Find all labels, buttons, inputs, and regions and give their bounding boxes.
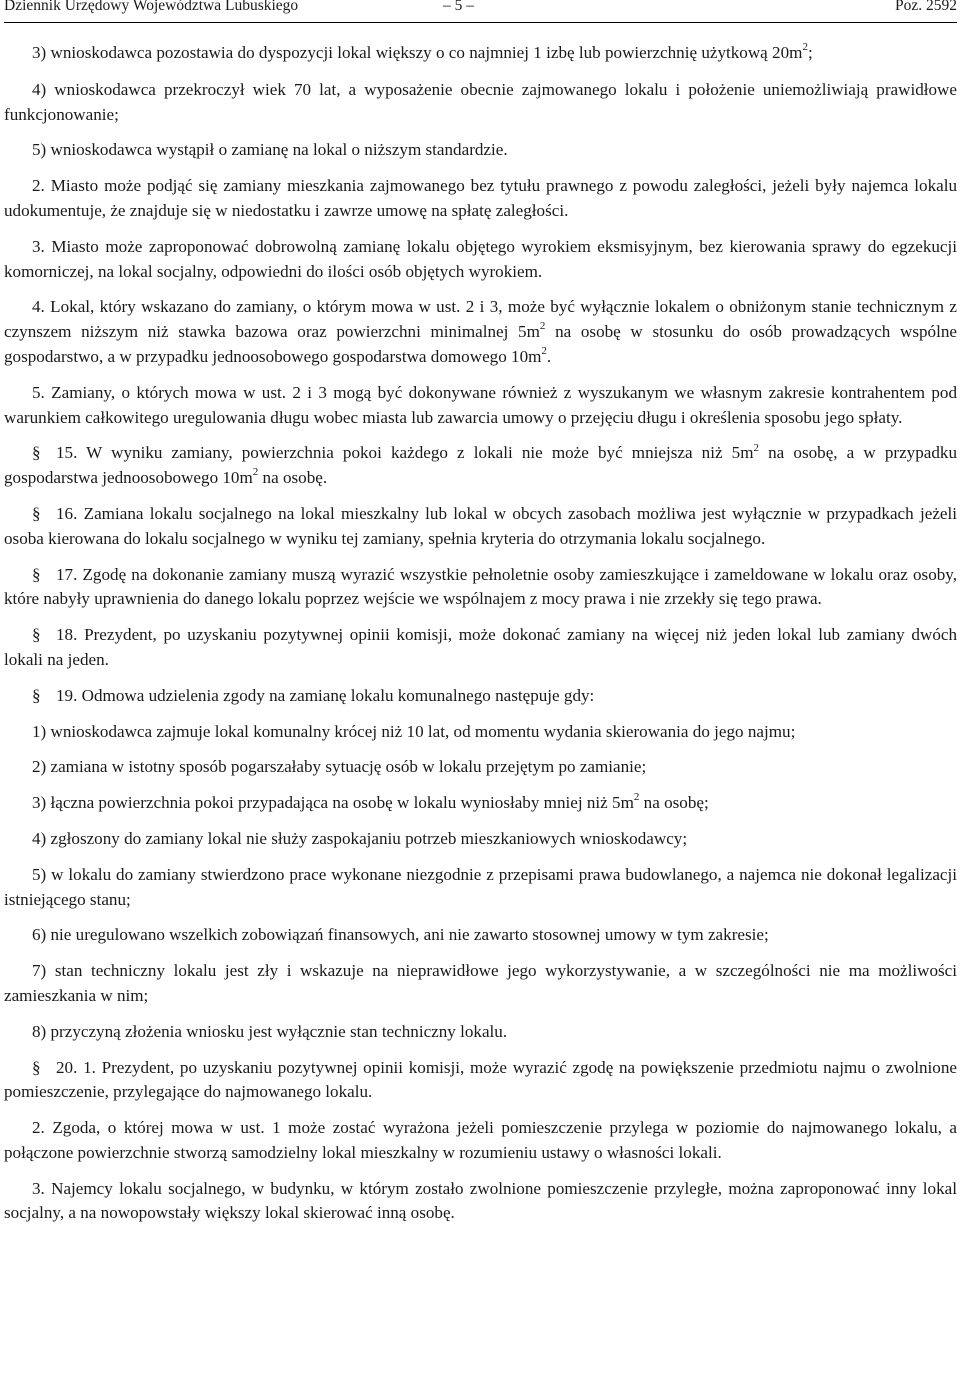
paragraph-ust-5: 5. Zamiany, o których mowa w ust. 2 i 3 mogą być dokonywane również z wyszukanym we własnym zakresie kontrahentem pod warunkiem całkowitego uregulowania długu wobec miasta lub zawarcia umowy o przejęciu długu i określenia sposobu jego spłaty. bbox=[4, 382, 957, 427]
paragraph-ust-4: 4. Lokal, który wskazano do zamiany, o którym mowa w ust. 2 i 3, może być wyłącznie lokalem o obniżonym stanie technicznym z czynszem niższym niż stawka bazowa oraz powierzchni minimalnej $5m^2$ na osobę w stosunku do osób prowadzących wspólne gospodarstwo, a w przypadku jednoosobowego gospodarstwa domowego $10m^2$. bbox=[4, 297, 957, 366]
document-body bbox=[4, 41, 957, 1226]
position-number: Poz. 2592 bbox=[895, 0, 957, 14]
list-item-1: 1) wnioskodawca zajmuje lokal komunalny krócej niż 10 lat, od momentu wydania skierowania do jego najmu; bbox=[32, 721, 796, 741]
section-19: § 19. Odmowa udzielenia zgody na zamianę lokalu komunalnego następuje gdy: bbox=[4, 684, 957, 709]
section-20-ust-2: 2. Zgoda, o której mowa w ust. 1 może zostać wyrażona jeżeli pomieszczenie przylega w poziomie do najmowanego lokalu, a połączone powierzchnie stworzą samodzielny lokal mieszkalny w rozumieniu ustawy o własności lokali. bbox=[4, 1118, 957, 1162]
section-sign: § bbox=[32, 564, 41, 584]
list-item-5: 5) wnioskodawca wystąpił o zamianę na lokal o niższym standardzie. bbox=[32, 140, 508, 160]
section-18: § 18. Prezydent, po uzyskaniu pozytywnej opinii komisji, może dokonać zamiany na więcej niż jeden lokal lub zamiany dwóch lokali na jeden. bbox=[4, 625, 957, 669]
list-item-6: 6) nie uregulowano wszelkich zobowiązań finansowych, ani nie zawarto stosownej umowy w tym zakresie; bbox=[32, 925, 769, 945]
list-item-4: 4) wnioskodawca przekroczył wiek 70 lat, a wyposażenie obecnie zajmowanego lokalu i położenie uniemożliwiają prawidłowe funkcjonowanie; bbox=[4, 79, 957, 124]
section-sign: § bbox=[32, 1057, 41, 1077]
page-header bbox=[4, 0, 957, 23]
section-15: § 15. W wyniku zamiany, powierzchnia pokoi każdego z lokali nie może być mniejsza niż $5m^2$ na osobę, a w przypadku gospodarstwa jednoosobowego $10m^2$ na osobę. bbox=[4, 441, 958, 488]
section-17: § 17. Zgodę na dokonanie zamiany muszą wyrazić wszystkie pełnoletnie osoby zamieszkujące i zameldowane w lokalu oraz osoby, które nabyły uprawnienia do danego lokalu poprzez wejście we wspólnajem z mocy prawa i nie zrzekły się tego prawa. bbox=[4, 564, 957, 609]
section-16: § 16. Zamiana lokalu socjalnego na lokal mieszkalny lub lokal w obcych zasobach możliwa jest wyłącznie w przypadkach jeżeli osoba kierowana do lokalu socjalnego w wyniku tej zamiany, spełnia kryteria do otrzymania lokalu socjalnego. bbox=[4, 503, 957, 548]
list-item-8: 8) przyczyną złożenia wniosku jest wyłącznie stan techniczny lokalu. bbox=[32, 1021, 508, 1041]
journal-title: Dziennik Urzędowy Województwa Lubuskiego bbox=[4, 0, 299, 14]
section-20-ust-3: 3. Najemcy lokalu socjalnego, w budynku, w którym zostało zwolnione pomieszczenie przyległe, można zaproponować inny lokal socjalny, a na nowopowstały większy lokal skierować inną osobę. bbox=[4, 1178, 957, 1223]
section-20: § 20. 1. Prezydent, po uzyskaniu pozytywnej opinii komisji, może wyrazić zgodę na powiększenie przedmiotu najmu o zwolnione pomieszczenie, przylegające do najmowanego lokalu. bbox=[4, 1057, 957, 1102]
list-item-2: 2) zamiana w istotny sposób pogarszałaby sytuację osób w lokalu przejętym po zamianie; bbox=[32, 757, 647, 777]
section-sign: § bbox=[32, 685, 41, 705]
section-sign: § bbox=[32, 503, 41, 523]
list-item-4b: 4) zgłoszony do zamiany lokal nie służy zaspokajaniu potrzeb mieszkaniowych wnioskodawcy; bbox=[32, 828, 688, 848]
list-item-3: 3) wnioskodawca pozostawia do dyspozycji lokal większy o co najmniej 1 izbę lub powierzchnię użytkową $20m^2$; bbox=[32, 41, 813, 62]
section-sign: § bbox=[32, 443, 41, 463]
page-number: – 5 – bbox=[443, 0, 474, 14]
list-item-5b: 5) w lokalu do zamiany stwierdzono prace wykonane niezgodnie z przepisami prawa budowlanego, a najemca nie dokonał legalizacji istniejącego stanu; bbox=[4, 864, 957, 909]
paragraph-ust-3: 3. Miasto może zaproponować dobrowolną zamianę lokalu objętego wyrokiem eksmisyjnym, bez kierowania sprawy do egzekucji komorniczej, na lokal socjalny, odpowiedni do ilości osób objętych wyrokiem. bbox=[4, 236, 957, 281]
section-sign: § bbox=[32, 625, 41, 645]
list-item-7: 7) stan techniczny lokalu jest zły i wskazuje na nieprawidłowe jego wykorzystywanie, a w szczególności nie ma możliwości zamieszkania w nim; bbox=[4, 961, 957, 1005]
paragraph-ust-2: 2. Miasto może podjąć się zamiany mieszkania zajmowanego bez tytułu prawnego z powodu zaległości, jeżeli były najemca lokalu udokumentuje, że znajduje się w niedostatku i zawrze umowę na spłatę zaległości. bbox=[4, 176, 957, 220]
list-item-3b: 3) łączna powierzchnia pokoi przypadająca na osobę w lokalu wyniosłaby mniej niż $5m^2$ na osobę; bbox=[32, 791, 709, 813]
